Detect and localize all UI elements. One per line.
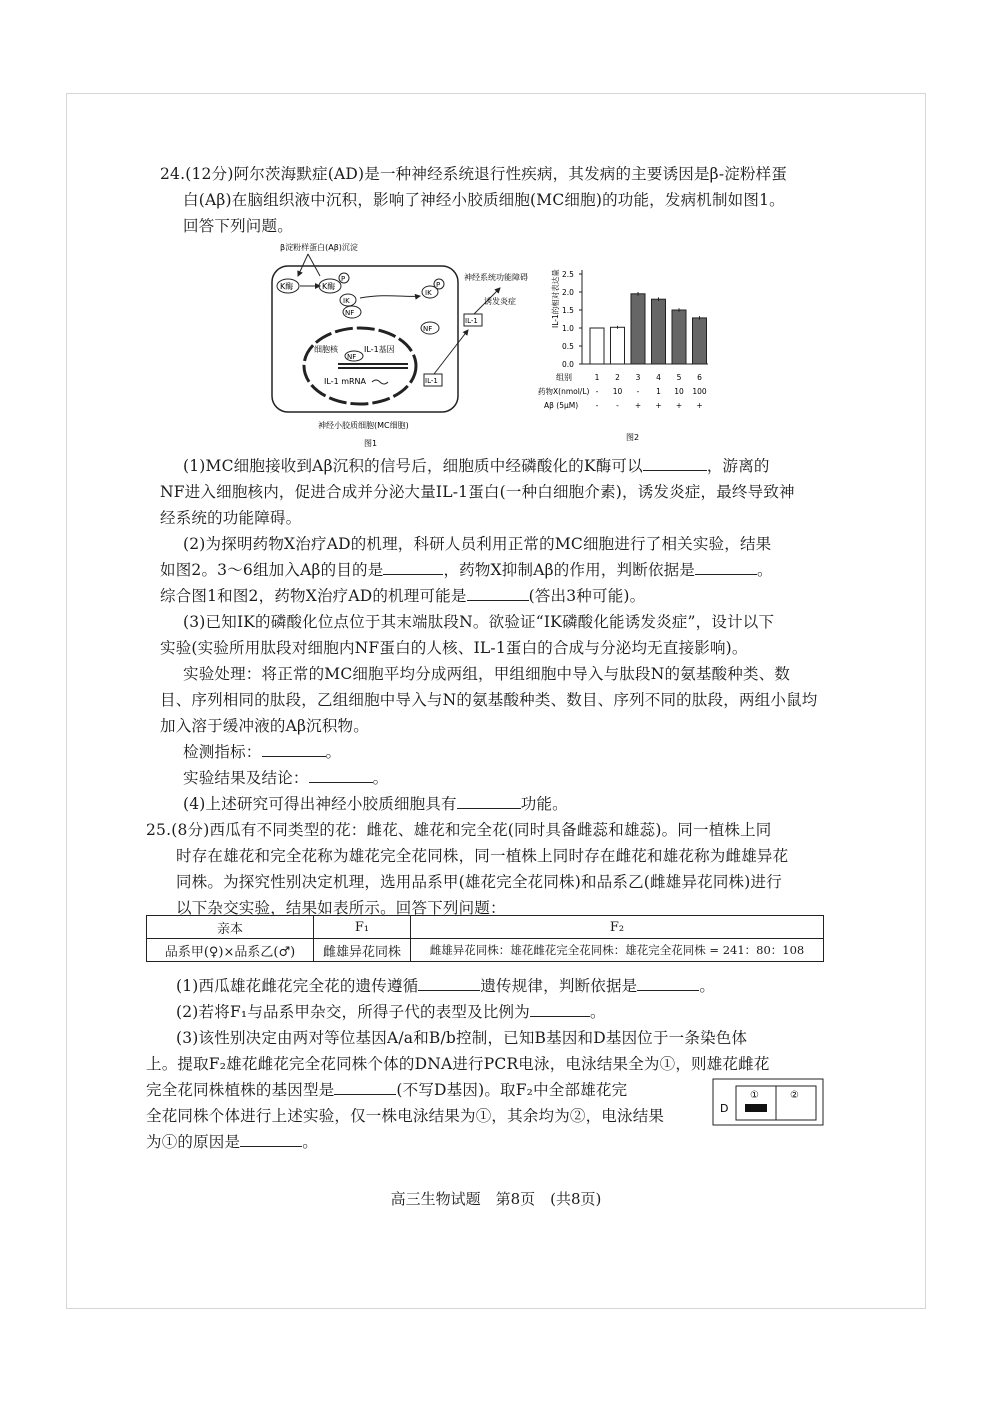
q24-s4b: 功能。 [520,795,568,813]
nucleus-outline [304,328,416,404]
answer-blank-7[interactable] [457,792,521,809]
fig1-p-2: P [436,281,441,289]
q24-line2: 白(Aβ)在脑组织液中沉积，影响了神经小胶质细胞(MC细胞)的功能，发病机制如图1。 [183,191,785,209]
q25-s1b: 遗传规律，判断依据是 [480,977,638,995]
q24-s2c1: 综合图1和图2，药物X治疗AD的机理可能是 [160,587,467,605]
q25-s3d: 全花同株个体进行上述实验，仅一株电泳结果为①，其余均为②，电泳结果 [146,1107,665,1125]
answer-blank-5[interactable] [262,740,326,757]
figure-2 [538,258,718,448]
q24-s2b3: 。 [757,561,773,579]
answer-blank-10[interactable] [530,1000,590,1017]
q24-s3a: (3)已知IK的磷酸化位点位于其末端肽段N。欲验证“IK磷酸化能诱发炎症”，设计以下 [183,613,775,631]
fig2-abeta-label: + [696,401,703,410]
fig1-caption: 图1 [364,439,378,448]
q24-s1d: 经系统的功能障碍。 [160,509,302,527]
fig2-row-abeta: Aβ (5μM) [544,401,579,410]
q25-s3b: 上。提取F₂雄花雌花完全花同株个体的DNA进行PCR电泳，电泳结果全为①，则雄花雌花 [146,1055,770,1073]
fig2-bar-1 [590,328,604,364]
fig1-disorder: 神经系统功能障碍 [464,273,528,282]
fig2-bar-6 [693,318,707,364]
q25-line1: 25.(8分)西瓜有不同类型的花：雌花、雄花和完全花(同时具备雌蕊和雄蕊)。同一植株上同 [146,821,772,839]
table-header-f2: F₂ [411,916,824,939]
table-cell-f2: 雌雄异花同株：雄花雌花完全花同株：雄花完全花同株 = 241：80：108 [411,939,824,962]
answer-blank-6[interactable] [309,766,373,783]
fig2-drug-label: - [636,387,640,396]
answer-blank-3[interactable] [695,558,757,575]
fig2-drug-label: 100 [692,387,707,396]
fig2-drug-label: 10 [674,387,684,396]
fig2-group-label: 5 [676,373,682,382]
q24-s2b2: ，药物X抑制Aβ的作用，判断依据是 [443,561,696,579]
q25-s1a: (1)西瓜雄花雌花完全花的遗传遵循 [176,977,419,995]
q24-line3: 回答下列问题。 [183,217,293,235]
answer-blank-12[interactable] [240,1130,302,1147]
fig2-ytick-label: 1.0 [562,324,574,333]
answer-blank-1[interactable] [643,454,707,471]
fig2-row-group: 组别 [556,373,572,382]
fig1-mrna: IL-1 mRNA [324,377,367,386]
q24-s3b: 实验(实验所用肽段对细胞内NF蛋白的人核、IL-1蛋白的合成与分泌均无直接影响)。 [160,639,748,657]
q25-s3a: (3)该性别决定由两对等位基因A/a和B/b控制，已知B基因和D基因位于一条染色体 [176,1029,748,1047]
q25-s3e1: 为①的原因是 [146,1133,241,1151]
gel-lane-1: ① [750,1090,759,1101]
fig1-il1-2: IL-1 [425,377,438,385]
fig2-group-label: 6 [697,373,702,382]
table-cell-f1: 雌雄异花同株 [314,939,411,962]
fig2-group-label: 3 [635,373,641,382]
fig2-ytick-label: 2.0 [562,288,574,297]
fig1-inflammation: 诱发炎症 [484,297,516,306]
q25-s2b: 。 [589,1003,606,1021]
fig1-nf-1: NF [345,309,355,317]
fig2-drug-label: 10 [612,387,623,396]
fig1-il1-1: IL-1 [465,317,478,325]
q24-line1: 24.(12分)阿尔茨海默症(AD)是一种神经系统退行性疾病，其发病的主要诱因是β-淀粉样蛋 [160,165,788,183]
q24-s3f2: 。 [325,743,342,761]
q24-s2a: (2)为探明药物X治疗AD的机理，科研人员利用正常的MC细胞进行了相关实验，结果 [183,535,772,553]
q24-s1b: ，游离的 [706,457,770,475]
fig2-abeta-label: + [634,401,642,410]
q24-s1a: (1)MC细胞接收到Aβ沉积的信号后，细胞质中经磷酸化的K酶可以 [183,457,643,475]
fig2-group-label: 1 [594,373,600,382]
q25-line4: 以下杂交实验，结果如表所示。回答下列问题： [176,899,506,917]
q24-s3g2: 。 [372,769,389,787]
fig2-group-label: 4 [656,373,661,382]
answer-blank-11[interactable] [334,1078,396,1095]
fig2-abeta-label: - [616,401,619,410]
fig2-drug-label: 1 [656,387,661,396]
gel-figure [712,1078,824,1126]
table-cell-parent: 品系甲(♀)×品系乙(♂) [147,939,314,962]
fig2-ytick-label: 0.5 [562,342,574,351]
mc-cell-outline [272,266,458,412]
fig1-k-enzyme-1: K酶 [280,282,294,291]
fig2-abeta-label: + [655,401,662,410]
q25-s3c1: 完全花同株植株的基因型是 [146,1081,335,1099]
fig2-drug-label: - [595,387,599,396]
q24-s3g1: 实验结果及结论： [183,769,309,787]
fig2-bar-4 [652,299,666,364]
fig2-abeta-label: - [595,401,599,410]
q24-s3d: 目、序列相同的肽段，乙组细胞中导入与N的氨基酸种类、数目、序列不同的肽段，两组小鼠均 [160,691,818,709]
fig1-top-label: β淀粉样蛋白(Aβ)沉淀 [280,243,358,252]
fig1-p-1: P [341,275,346,283]
fig2-abeta-label: + [675,401,683,410]
q25-line3: 同株。为探究性别决定机理，选用品系甲(雄花完全花同株)和品系乙(雌雄异花同株)进行 [176,873,782,891]
fig1-cell-label: 神经小胶质细胞(MC细胞) [318,421,409,430]
figure-1 [268,238,550,450]
gel-row-label: D [720,1102,729,1115]
answer-blank-9[interactable] [637,974,699,991]
fig2-ytick-label: 1.5 [562,306,574,315]
fig2-ytick-label: 2.5 [562,270,574,279]
gel-band [745,1104,767,1112]
fig2-ylabel: IL-1的相对表达量 [551,269,560,328]
q24-s1c: NF进入细胞核内，促进合成并分泌大量IL-1蛋白(一种白细胞介素)，诱发炎症，最终导致神 [160,483,795,501]
fig2-ytick-label: 0.0 [562,360,574,369]
fig1-nf-2: NF [423,325,433,333]
q24-s3f1: 检测指标： [183,743,262,761]
fig2-bar-5 [672,310,686,364]
fig1-nf-3: NF [347,353,357,361]
fig2-bar-2 [611,327,625,364]
fig2-row-drug: 药物X(nmol/L) [538,387,590,396]
q24-s2b1: 如图2。3～6组加入Aβ的目的是 [160,561,384,579]
q24-s2c2: (答出3种可能)。 [528,587,646,605]
answer-blank-2[interactable] [383,558,443,575]
cross-table [146,915,824,962]
q25-s3c2: (不写D基因)。取F₂中全部雄花完 [396,1081,628,1099]
fig2-caption: 图2 [626,433,640,442]
fig2-bar-3 [631,294,645,364]
q25-s1c: 。 [699,977,716,995]
answer-blank-4[interactable] [467,584,529,601]
fig1-ik-2: IK [425,289,432,297]
q25-s3e2: 。 [302,1133,318,1151]
gel-lane-2: ② [790,1090,799,1101]
q24-s3c: 实验处理：将正常的MC细胞平均分成两组，甲组细胞中导入与肽段N的氨基酸种类、数 [183,665,791,683]
page-footer: 高三生物试题 第8页 (共8页) [390,1190,602,1208]
q25-s2a: (2)若将F₁与品系甲杂交，所得子代的表型及比例为 [176,1003,530,1021]
q24-s3e: 加入溶于缓冲液的Aβ沉积物。 [160,717,369,735]
answer-blank-8[interactable] [418,974,480,991]
fig1-nucleus: 细胞核 [314,345,338,354]
table-header-f1: F₁ [314,916,411,939]
q24-s4a: (4)上述研究可得出神经小胶质细胞具有 [183,795,457,813]
fig1-ik-1: IK [343,297,350,305]
fig2-group-label: 2 [615,373,620,382]
q25-line2: 时存在雄花和完全花称为雄花完全花同株，同一植株上同时存在雌花和雄花称为雌雄异花 [176,847,789,865]
fig1-il1-gene: IL-1基因 [364,345,395,354]
fig1-k-enzyme-2: K酶 [322,282,336,291]
table-header-parent: 亲本 [147,916,314,939]
